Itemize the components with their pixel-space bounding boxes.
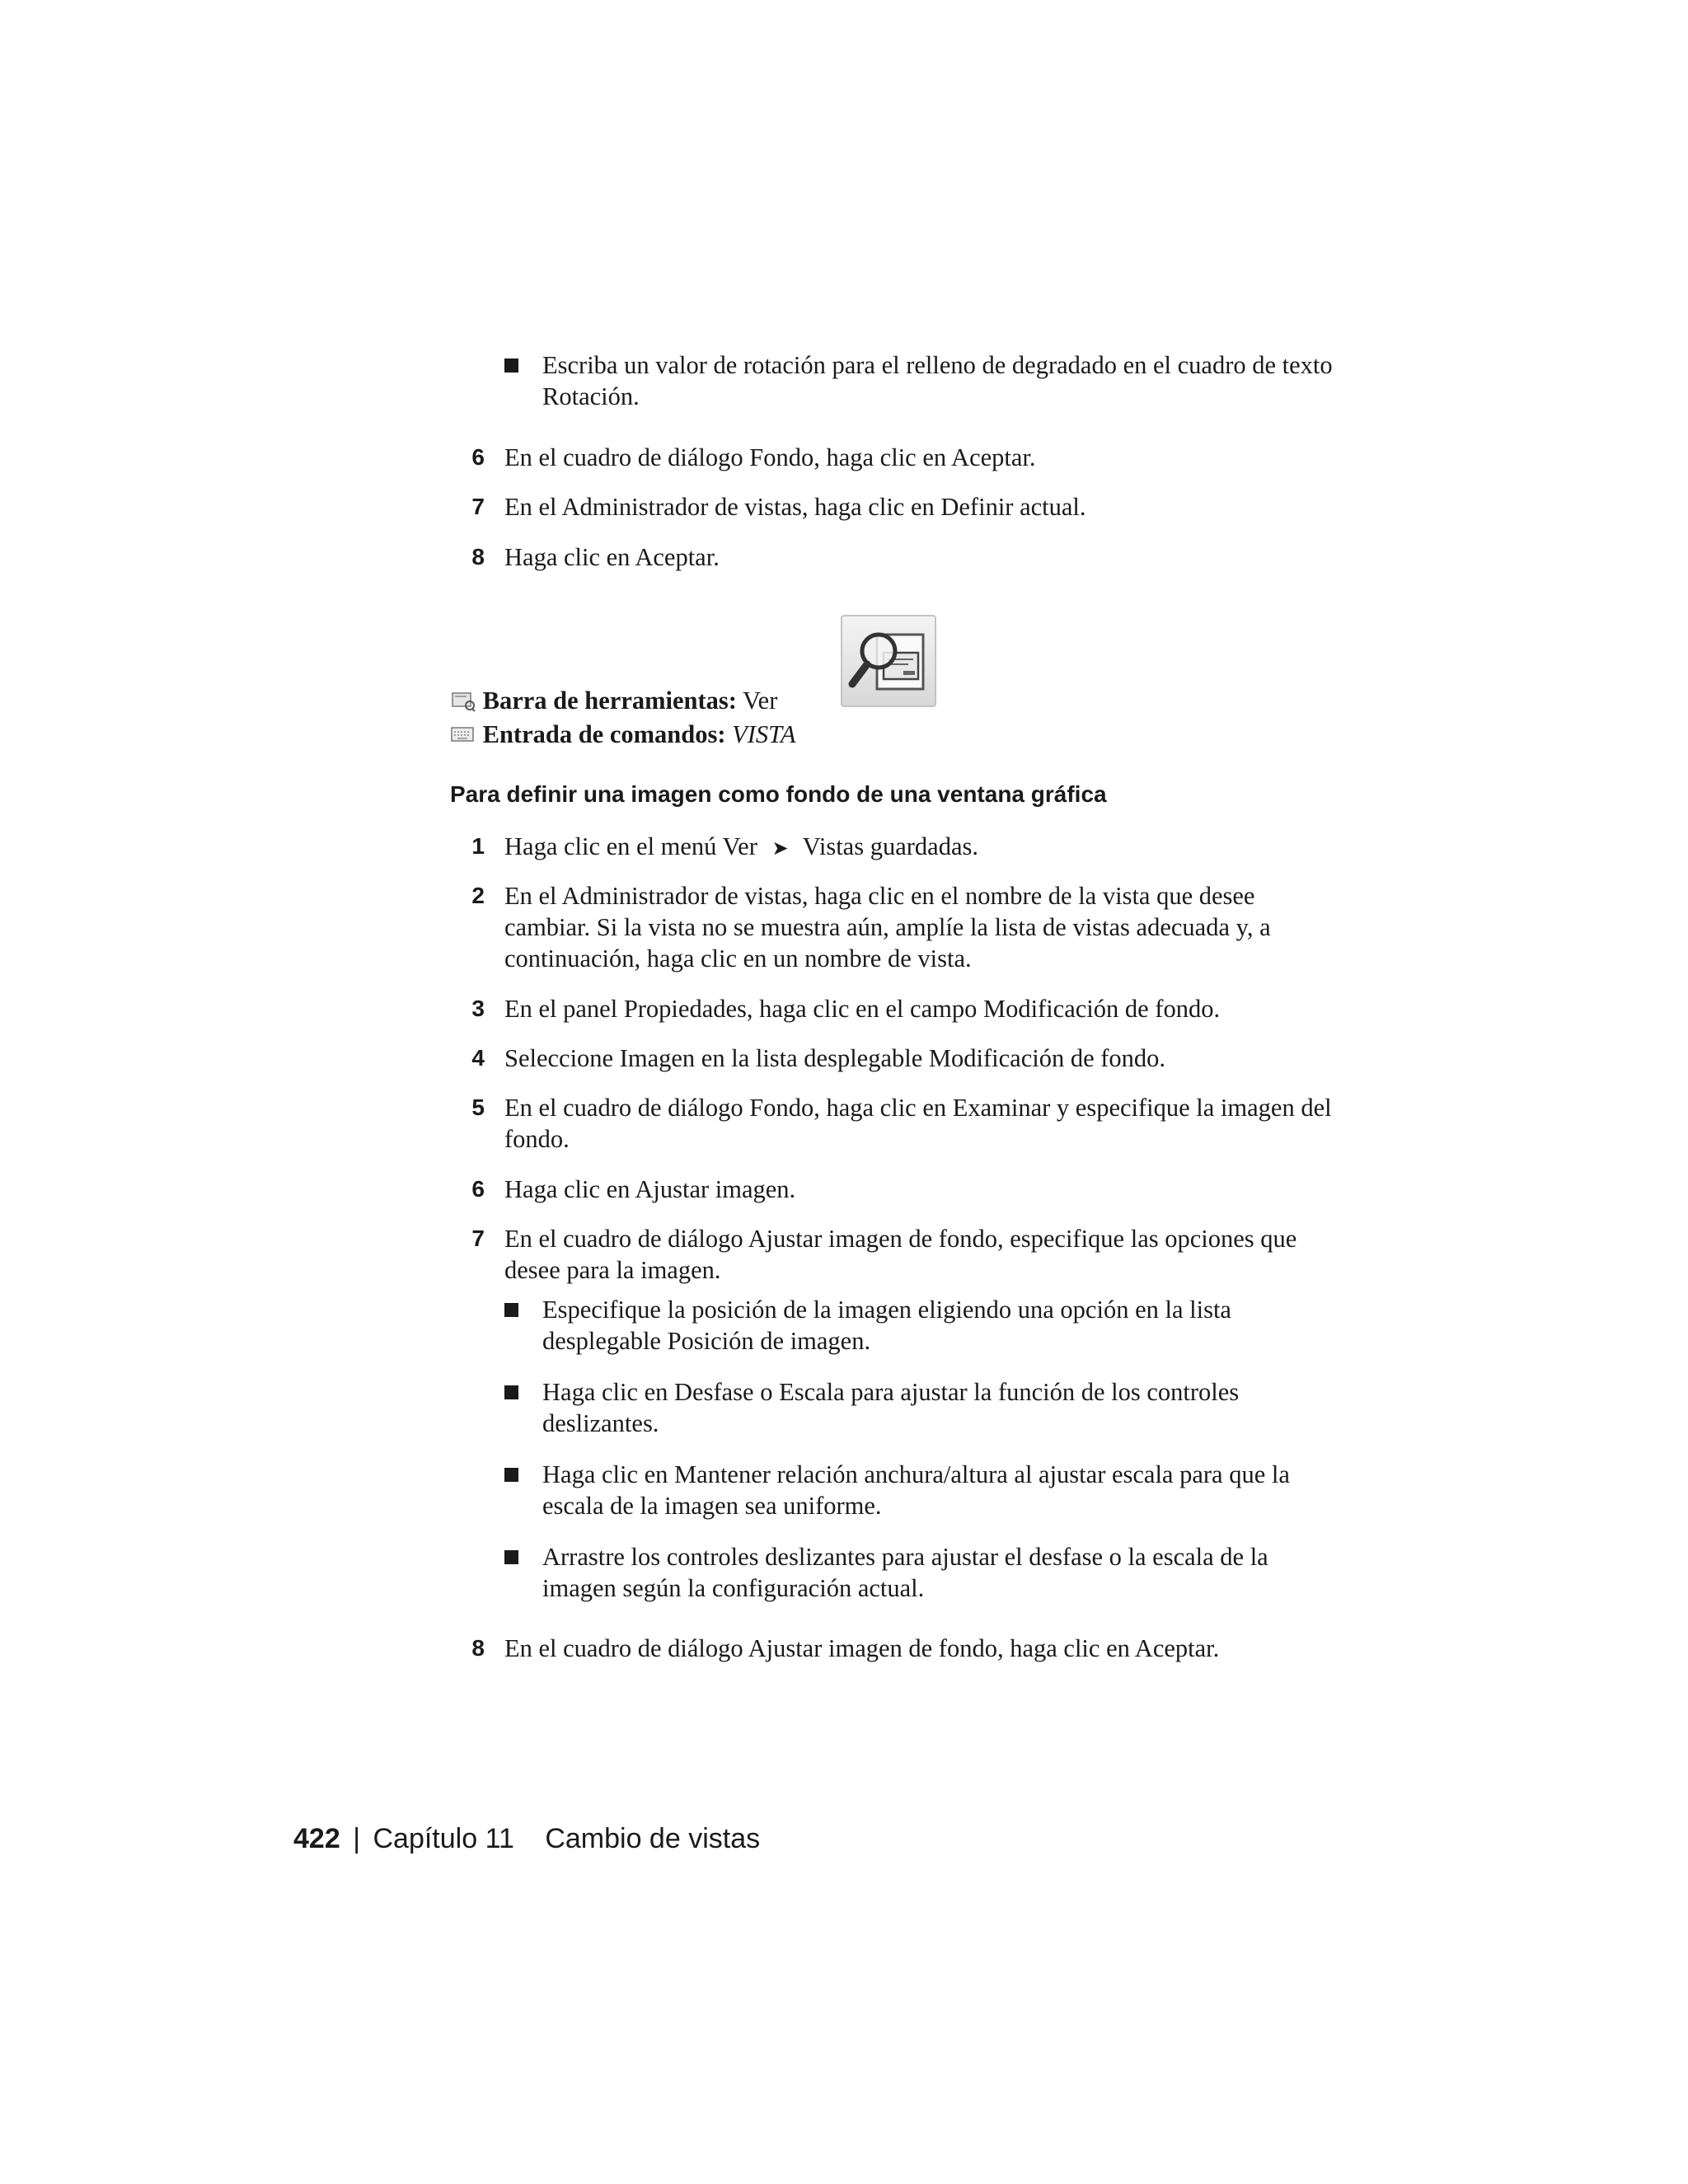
step-number: 8 bbox=[471, 544, 485, 569]
procedure-heading: Para definir una imagen como fondo de una ventana gráfica bbox=[450, 781, 1107, 807]
step-text: Haga clic en Ajustar imagen. bbox=[504, 1175, 796, 1203]
menu-arrow-icon: ➤ bbox=[771, 837, 789, 860]
view-manager-button[interactable] bbox=[841, 615, 936, 707]
step-number: 7 bbox=[471, 494, 485, 519]
step-text bbox=[504, 831, 1337, 864]
step-number: 6 bbox=[471, 1176, 485, 1202]
step-text-part: Vistas guardadas. bbox=[802, 832, 978, 860]
step-number: 8 bbox=[471, 1635, 485, 1661]
step-number: 3 bbox=[471, 996, 485, 1021]
bullet-text: Escriba un valor de rotación para el relleno de degradado en el cuadro de texto Rotación. bbox=[542, 351, 1333, 410]
command-value: VISTA bbox=[732, 720, 796, 748]
bullet-marker bbox=[504, 1303, 518, 1317]
bullet-text: Haga clic en Mantener relación anchura/altura al ajustar escala para que la escala de la imagen sea uniforme. bbox=[542, 1460, 1290, 1520]
step-text: En el panel Propiedades, haga clic en el campo Modificación de fondo. bbox=[504, 995, 1221, 1023]
step-number: 5 bbox=[471, 1094, 485, 1120]
toolbar-value: Ver bbox=[743, 687, 778, 715]
toolbar-icon bbox=[450, 689, 476, 712]
step-number: 2 bbox=[471, 883, 485, 908]
bullet-marker bbox=[504, 1385, 518, 1399]
footer-separator: | bbox=[353, 1823, 361, 1854]
keyboard-icon bbox=[450, 724, 476, 744]
step-text: En el cuadro de diálogo Ajustar imagen de fondo, especifique las opciones que desee para la imagen. bbox=[504, 1225, 1297, 1284]
step-text: En el Administrador de vistas, haga clic en el nombre de la vista que desee cambiar. Si la vista no se muestra aún, amplíe la lista de vistas adecuada y, a continuación, haga clic en un nombre de vista. bbox=[504, 882, 1271, 972]
step-text: En el cuadro de diálogo Fondo, haga clic en Examinar y especifique la imagen del fondo. bbox=[504, 1094, 1332, 1153]
bullet-marker bbox=[504, 1468, 518, 1482]
bullet-text: Arrastre los controles deslizantes para ajustar el desfase o la escala de la imagen según la configuración actual. bbox=[542, 1543, 1268, 1602]
bullet-text: Haga clic en Desfase o Escala para ajustar la función de los controles deslizantes. bbox=[542, 1378, 1240, 1437]
bullet-text: Especifique la posición de la imagen eligiendo una opción en la lista desplegable Posición de imagen. bbox=[542, 1296, 1231, 1355]
view-manager-icon bbox=[842, 616, 935, 705]
chapter-title: Cambio de vistas bbox=[545, 1823, 761, 1854]
step-text: En el cuadro de diálogo Ajustar imagen de fondo, haga clic en Aceptar. bbox=[504, 1634, 1220, 1662]
step-text-part: Haga clic en el menú Ver bbox=[504, 832, 757, 860]
command-line bbox=[450, 719, 795, 750]
step-number: 7 bbox=[471, 1226, 485, 1251]
step-text: Seleccione Imagen en la lista desplegable Modificación de fondo. bbox=[504, 1044, 1166, 1072]
page-number: 422 bbox=[293, 1823, 340, 1854]
command-label: Entrada de comandos: bbox=[482, 720, 726, 748]
step-number: 1 bbox=[471, 833, 485, 859]
step-number: 4 bbox=[471, 1045, 485, 1071]
chapter-label: Capítulo 11 bbox=[373, 1823, 514, 1854]
step-text: En el cuadro de diálogo Fondo, haga clic en Aceptar. bbox=[504, 443, 1036, 471]
toolbar-label: Barra de herramientas: bbox=[482, 687, 737, 715]
step-number: 6 bbox=[471, 444, 485, 470]
step-text: En el Administrador de vistas, haga clic en Definir actual. bbox=[504, 493, 1086, 521]
bullet-marker bbox=[504, 359, 518, 373]
page-footer bbox=[293, 1823, 760, 1855]
toolbar-line bbox=[450, 685, 777, 716]
bullet-marker bbox=[504, 1550, 518, 1564]
step-text: Haga clic en Aceptar. bbox=[504, 543, 720, 571]
